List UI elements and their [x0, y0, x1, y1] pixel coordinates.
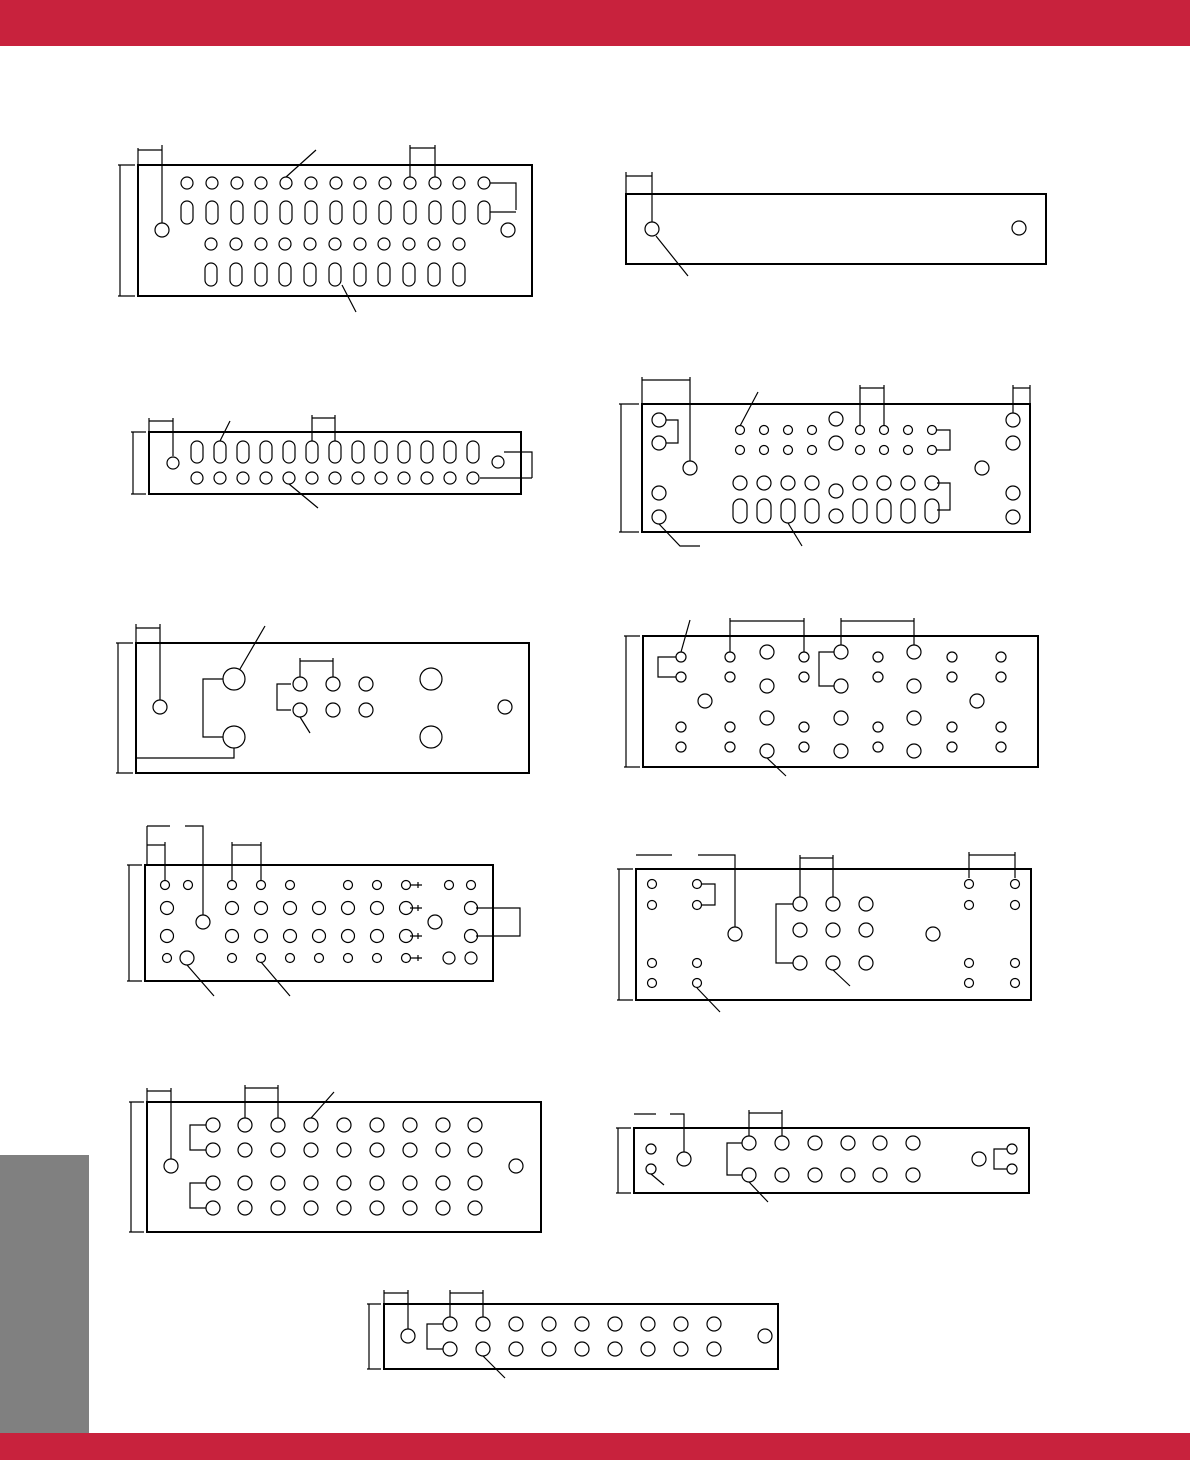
plate-9-holes [164, 1118, 523, 1215]
plate-1-dimensions [118, 145, 516, 312]
plate-7 [127, 826, 520, 996]
plate-6-outline [643, 636, 1038, 767]
plate-3 [131, 415, 532, 508]
plate-10 [616, 1110, 1029, 1202]
plate-4-holes [652, 412, 1020, 524]
plate-8 [617, 852, 1031, 1012]
plate-7-holes [161, 881, 478, 966]
plate-6-holes [676, 645, 1006, 758]
plate-11-holes [401, 1317, 772, 1356]
plate-4-outline [642, 404, 1030, 532]
plate-9 [129, 1085, 541, 1232]
plate-1 [118, 145, 532, 312]
plate-10-holes [646, 1136, 1017, 1182]
plate-9-dimensions [129, 1085, 334, 1232]
plate-2-outline [626, 194, 1046, 264]
plate-1-outline [138, 165, 532, 296]
plate-11 [367, 1290, 778, 1378]
plate-7-outline [145, 865, 493, 981]
plate-3-holes [167, 441, 504, 484]
plate-1-holes [155, 177, 515, 286]
plate-11-outline [384, 1304, 778, 1369]
plate-2 [626, 172, 1046, 276]
plate-2-holes [645, 221, 1026, 236]
plate-5 [116, 624, 529, 773]
plate-5-holes [153, 668, 512, 748]
plate-9-outline [147, 1102, 541, 1232]
plate-6 [624, 618, 1038, 776]
plate-4-dimensions [619, 377, 1030, 546]
plate-10-outline [634, 1128, 1029, 1193]
plate-5-dimensions [116, 624, 333, 773]
plate-4 [619, 377, 1030, 546]
plate-6-dimensions [624, 618, 914, 776]
plate-8-dimensions [617, 852, 1015, 1012]
plate-10-dimensions [616, 1110, 1007, 1202]
plate-7-dimensions [127, 826, 520, 996]
